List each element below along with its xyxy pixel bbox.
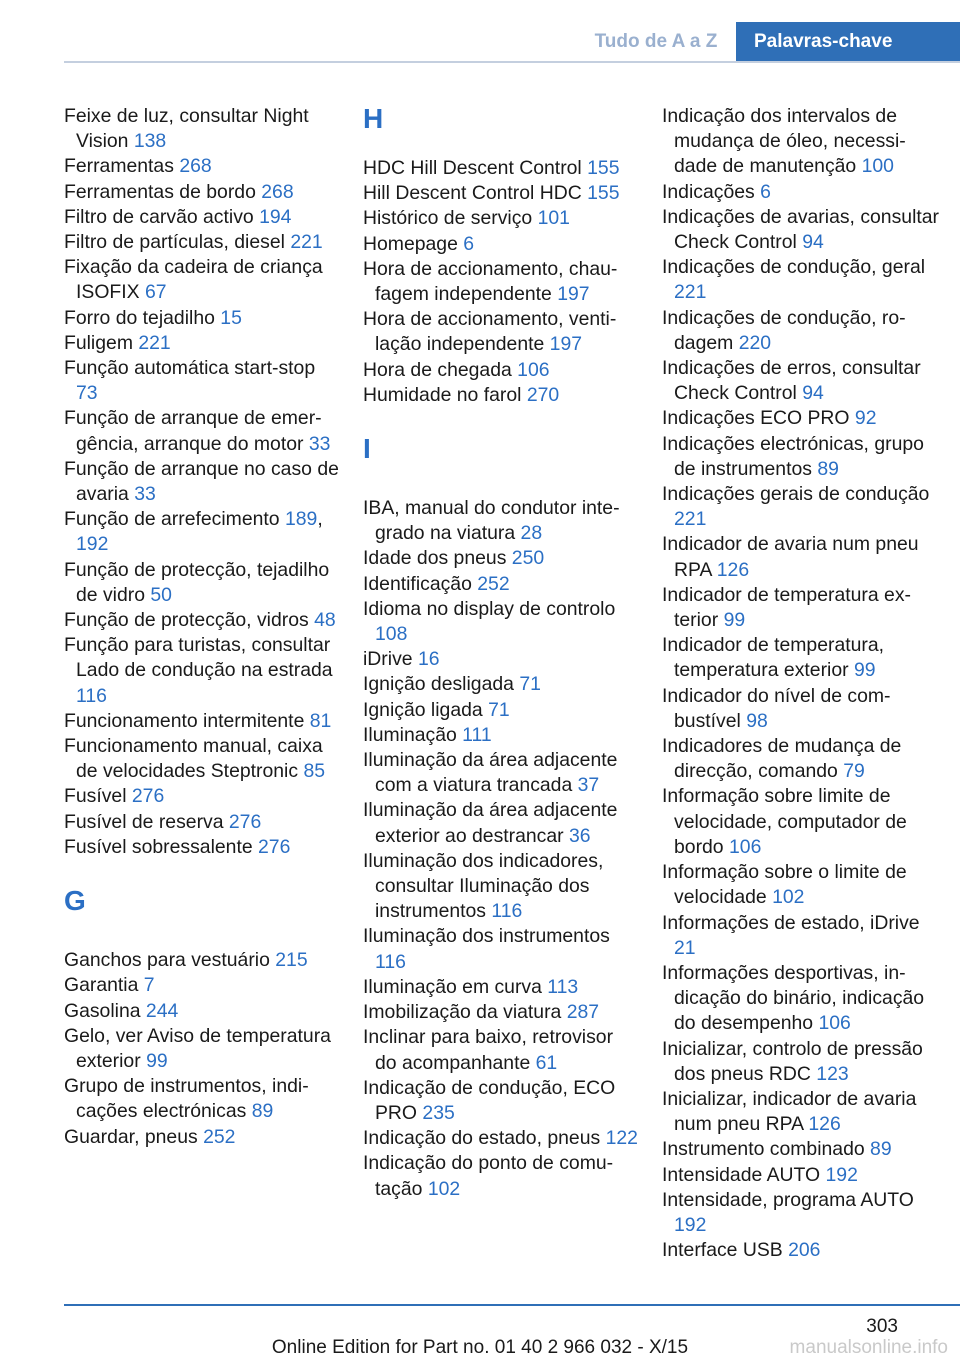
index-entry: [64, 154, 339, 179]
index-term: Instrumento combinado: [662, 1138, 865, 1161]
index-term: Indicação de condução, ECO PRO: [363, 1076, 616, 1124]
index-term: Idioma no display de controlo: [363, 597, 616, 620]
page-reference-link[interactable]: 192: [76, 533, 109, 556]
page-reference-link[interactable]: 98: [746, 709, 768, 732]
page-reference-link[interactable]: 268: [179, 155, 212, 178]
index-term: Ignição ligada: [363, 698, 483, 721]
index-term: Humidade no farol: [363, 383, 522, 406]
index-entry: [662, 482, 942, 532]
index-entry: [363, 206, 638, 231]
index-term: Indicação dos intervalos de mudança de óleo, necessidade de manutenção: [662, 105, 906, 178]
index-entry: [363, 383, 638, 408]
index-term: Gelo, ver Aviso de temperatura exterior: [64, 1024, 331, 1072]
page-reference-link[interactable]: 276: [258, 835, 291, 858]
page-reference-link[interactable]: 221: [290, 231, 323, 254]
index-term: Hora de accionamento, chaufagem independente: [363, 257, 618, 306]
page-reference-link[interactable]: 116: [76, 684, 107, 707]
index-term: Função de protecção, tejadilho de vidro: [64, 558, 330, 606]
index-term: Interface USB: [662, 1239, 783, 1262]
page-reference-link[interactable]: 192: [674, 1213, 707, 1236]
index-term: Função automática start-stop: [64, 357, 316, 380]
index-term: Ferramentas de bordo: [64, 180, 256, 203]
index-term: Função de arrefecimento: [64, 508, 280, 531]
index-entry: [363, 496, 638, 546]
page-reference-link[interactable]: 50: [150, 583, 172, 606]
page-header: [0, 0, 960, 64]
index-entry: [64, 948, 339, 973]
index-term: Informações de estado, iDrive: [662, 911, 920, 934]
index-term: Fusível sobressalente: [64, 835, 253, 858]
page-reference-link[interactable]: 194: [259, 205, 292, 228]
index-term: Intensidade AUTO: [662, 1163, 821, 1186]
index-entry: [662, 734, 942, 784]
index-term: Homepage: [363, 232, 458, 255]
index-entry: [363, 232, 638, 257]
index-entry: [363, 698, 638, 723]
page-reference-link[interactable]: 287: [566, 1001, 600, 1024]
page-reference-link[interactable]: 276: [131, 785, 165, 808]
index-term: Função para turistas, consultar Lado de condução na estrada: [64, 634, 333, 682]
edition-note: Online Edition for Part no. 01 40 2 966 032 - X/15: [271, 1337, 689, 1358]
page-reference-link[interactable]: 116: [491, 900, 523, 923]
index-entry: [64, 734, 339, 784]
index-entry: [64, 306, 339, 331]
index-entry: [363, 672, 638, 697]
index-term: Indicador de temperatura exterior: [662, 583, 911, 632]
index-term: Iluminação da área adjacente exterior ao destrancar: [363, 799, 618, 847]
index-term: Indicações gerais de condução: [662, 483, 930, 506]
index-entry: [64, 1074, 339, 1124]
index-term: Guardar, pneus: [64, 1125, 198, 1148]
index-term: Indicações: [662, 180, 755, 203]
page-reference-link[interactable]: 116: [375, 950, 406, 973]
page-reference-link[interactable]: 221: [674, 508, 707, 531]
index-entry: [64, 230, 339, 255]
index-term: Identificação: [363, 572, 472, 595]
page-reference-link[interactable]: 155: [587, 182, 620, 205]
index-entry: [363, 1000, 638, 1025]
index-term: Forro do tejadilho: [64, 306, 215, 329]
index-entry: [64, 608, 339, 633]
index-column-3: [662, 104, 942, 1263]
index-term: Indicações de condução, geral: [662, 256, 926, 279]
page-reference-link[interactable]: 89: [817, 457, 839, 480]
index-term: Indicadores de mudança de direcção, comando: [662, 735, 902, 783]
index-term: Iluminação da área adjacente com a viatura trancada: [363, 749, 618, 797]
index-term: Informações desportivas, indicação do binário, indicação do desempenho: [662, 961, 925, 1035]
index-entry: [662, 684, 942, 734]
page-reference-link[interactable]: 250: [511, 547, 545, 570]
index-entry: [662, 1238, 942, 1263]
index-entry: [64, 406, 339, 456]
page-reference-link[interactable]: 67: [144, 281, 167, 304]
index-entry: [363, 1076, 638, 1126]
index-term: Gasolina: [64, 999, 141, 1022]
page-reference-link[interactable]: 33: [134, 483, 156, 506]
index-entry: [662, 784, 942, 860]
index-entry: [363, 572, 638, 597]
page-reference-link[interactable]: 252: [477, 572, 510, 595]
page-reference-link[interactable]: 113: [547, 975, 579, 998]
index-term: Filtro de carvão activo: [64, 205, 254, 228]
page-reference-link[interactable]: 102: [427, 1177, 461, 1200]
index-entry: [662, 1037, 942, 1087]
index-term: Idade dos pneus: [363, 547, 507, 570]
index-section-letter: H: [363, 103, 384, 134]
page-reference-link[interactable]: 99: [723, 609, 746, 632]
index-column-1: [64, 104, 339, 1150]
index-term: Indicador de avaria num pneu RPA: [662, 533, 919, 581]
index-term: Garantia: [64, 974, 139, 997]
index-entry: [662, 1188, 942, 1238]
index-term: Funcionamento manual, caixa de velocidades Steptronic: [64, 735, 323, 783]
index-entry: [363, 748, 638, 798]
index-entry: [662, 432, 942, 482]
index-entry: [363, 1025, 638, 1075]
index-entry: [662, 306, 942, 356]
page-reference-link[interactable]: 276: [228, 810, 262, 833]
index-entry: [64, 558, 339, 608]
page-reference-link[interactable]: 6: [760, 180, 771, 203]
index-term: Imobilização da viatura: [363, 1001, 562, 1024]
page-reference-link[interactable]: 268: [261, 180, 294, 203]
index-entry: [64, 810, 339, 835]
page-reference-link[interactable]: 16: [417, 648, 440, 671]
index-term: Feixe de luz, consultar Night Vision: [64, 105, 309, 153]
index-entry: [363, 975, 638, 1000]
index-entry: [363, 257, 638, 307]
page-reference-link[interactable]: 81: [309, 709, 332, 732]
index-entry: [662, 180, 942, 205]
index-term: Informação sobre o limite de velocidade: [662, 861, 907, 909]
index-term: Ferramentas: [64, 155, 174, 178]
page-reference-link[interactable]: 94: [802, 231, 824, 254]
index-term: Iluminação dos indicadores, consultar Iluminação dos instrumentos: [363, 849, 604, 923]
index-entry: [662, 356, 942, 406]
index-term: Fusível de reserva: [64, 810, 224, 833]
index-entry: [363, 647, 638, 672]
index-entry: [363, 1126, 638, 1151]
index-term: Fixação da cadeira de criança ISOFIX: [64, 256, 323, 304]
index-term: IBA, manual do condutor integrado na viatura: [363, 497, 620, 545]
index-term: Inicializar, controlo de pressão dos pneus RDC: [662, 1037, 923, 1085]
page-reference-link[interactable]: 36: [569, 824, 591, 847]
index-entry: [662, 255, 942, 305]
index-entry: [64, 784, 339, 809]
index-entry: [662, 205, 942, 255]
page-reference-link[interactable]: 28: [520, 522, 543, 545]
page-reference-link[interactable]: 99: [146, 1049, 168, 1072]
index-term: Indicador do nível de combustível: [662, 684, 891, 732]
page-reference-link[interactable]: 71: [519, 673, 541, 696]
page-reference-link[interactable]: 215: [275, 949, 308, 972]
page-reference-link[interactable]: 21: [674, 936, 696, 959]
index-term: Inclinar para baixo, retrovisor do acompanhante: [363, 1026, 614, 1074]
index-entry: [363, 358, 638, 383]
index-term: Hora de chegada: [363, 358, 512, 381]
page-reference-link[interactable]: 33: [308, 432, 331, 455]
index-entry: [363, 798, 638, 848]
page-reference-link[interactable]: 235: [422, 1101, 455, 1124]
index-entry: [64, 1125, 339, 1150]
index-term: Filtro de partículas, diesel: [64, 231, 285, 254]
index-entry: [662, 860, 942, 910]
page-reference-link[interactable]: 244: [145, 999, 179, 1022]
page-reference-link[interactable]: 252: [203, 1125, 236, 1148]
index-term: Hora de accionamento, ventilação independente: [363, 308, 617, 356]
index-entry: [64, 255, 339, 305]
index-entry: [64, 331, 339, 356]
index-entry: Função de arrefecimento 189, 192: [64, 508, 323, 556]
index-entry: [64, 709, 339, 734]
index-entry: [64, 205, 339, 230]
page-reference-link[interactable]: 108: [375, 623, 408, 646]
page-reference-link[interactable]: 94: [802, 382, 824, 405]
index-term: Função de protecção, vidros: [64, 609, 309, 632]
index-entry: [363, 307, 638, 357]
page-reference-link[interactable]: 61: [535, 1051, 558, 1074]
page-number: 303: [866, 1316, 898, 1337]
index-entry: [363, 924, 638, 974]
index-entry: [662, 961, 942, 1037]
index-entry: [662, 1087, 942, 1137]
page-reference-link[interactable]: 206: [788, 1239, 821, 1262]
page-reference-link[interactable]: 100: [861, 155, 894, 178]
index-entry: [363, 1151, 638, 1201]
index-term: Ganchos para vestuário: [64, 949, 270, 972]
index-term: iDrive: [363, 648, 413, 671]
page-reference-link[interactable]: 155: [587, 157, 620, 179]
header-rule: [64, 61, 960, 63]
index-entry: [363, 597, 638, 647]
index-entry: [64, 180, 339, 205]
page-reference-link[interactable]: 270: [526, 383, 560, 406]
index-term: Função de arranque no caso de avaria: [64, 457, 339, 506]
page-reference-link[interactable]: 106: [818, 1012, 851, 1035]
index-term: Iluminação: [363, 723, 457, 746]
index-term: Fuligem: [64, 331, 133, 354]
page-reference-link[interactable]: 197: [549, 333, 583, 356]
page-reference-link[interactable]: 220: [738, 331, 772, 354]
index-term: Grupo de instrumentos, indicações electrónicas: [64, 1075, 309, 1123]
page-reference-link[interactable]: 126: [808, 1113, 841, 1136]
index-term: Hill Descent Control HDC: [363, 182, 582, 205]
index-entry: [64, 356, 339, 406]
page-reference-link[interactable]: 99: [853, 659, 876, 682]
index-entry: [662, 1137, 942, 1162]
page-reference-link[interactable]: 6: [463, 232, 475, 255]
index-section-letter: I: [363, 433, 371, 465]
index-term: Indicações ECO PRO: [662, 407, 850, 430]
index-entry: [64, 457, 339, 507]
index-entry: [662, 104, 942, 180]
index-term: Histórico de serviço: [363, 207, 533, 230]
header-section-label: Tudo de A a Z: [594, 31, 718, 52]
page-reference-link[interactable]: 102: [772, 886, 805, 909]
page-reference-link[interactable]: 79: [843, 760, 865, 783]
index-entry: [363, 181, 638, 206]
index-entry: [662, 532, 942, 582]
index-entry: [363, 156, 638, 181]
index-term: Indicador de temperatura, temperatura exterior: [662, 634, 885, 682]
index-entry: [363, 546, 638, 571]
page-reference-link[interactable]: 221: [674, 281, 707, 304]
page-reference-link[interactable]: 101: [537, 207, 570, 230]
index-term: Indicações de erros, consultar Check Control: [662, 357, 921, 405]
header-section-tab: Palavras-chave: [736, 22, 960, 62]
index-term: Indicação do ponto de comutação: [363, 1152, 614, 1200]
page-reference-link[interactable]: 73: [76, 382, 98, 405]
index-term: Indicações de avarias, consultar Check Control: [662, 205, 940, 254]
index-entry: [363, 723, 638, 748]
index-term: Iluminação em curva: [363, 975, 542, 998]
index-term: Fusível: [64, 785, 127, 808]
page-reference-link[interactable]: 7: [143, 974, 155, 997]
page-reference-link[interactable]: 89: [251, 1100, 274, 1123]
page-reference-link[interactable]: 111: [462, 723, 492, 746]
page-reference-link[interactable]: 92: [854, 407, 877, 430]
index-entry: [662, 1163, 942, 1188]
index-term: Iluminação dos instrumentos: [363, 925, 610, 948]
index-term: Inicializar, indicador de avaria num pneu RPA: [662, 1087, 917, 1136]
index-term: Intensidade, programa AUTO: [662, 1188, 914, 1211]
watermark: manualsonline.info: [789, 1337, 948, 1358]
index-term: Indicação do estado, pneus: [363, 1127, 601, 1150]
index-term: Informação sobre limite de velocidade, computador de bordo: [662, 785, 907, 858]
index-entry: [64, 835, 339, 860]
page-reference-link[interactable]: 85: [303, 760, 326, 783]
index-entry: [64, 1024, 339, 1074]
page-reference-link[interactable]: 197: [557, 283, 590, 306]
page-reference-link[interactable]: 37: [577, 774, 600, 797]
page-reference-link[interactable]: 221: [138, 331, 171, 354]
page-reference-link[interactable]: 48: [314, 609, 336, 632]
footer-rule: [64, 1304, 960, 1306]
page-reference-link[interactable]: 138: [133, 130, 167, 153]
index-entry: [662, 406, 942, 431]
index-entry: [64, 104, 339, 154]
page-reference-link[interactable]: 122: [605, 1127, 638, 1150]
page-reference-link[interactable]: 126: [716, 558, 750, 581]
index-entry: [662, 583, 942, 633]
page-reference-link[interactable]: 106: [517, 358, 550, 381]
page-reference-link[interactable]: 15: [220, 306, 242, 329]
index-term: Função de arranque de emergência, arranque do motor: [64, 407, 322, 455]
index-entry: [64, 633, 339, 709]
index-term: Ignição desligada: [363, 673, 514, 696]
index-term: Indicações electrónicas, grupo de instrumentos: [662, 432, 924, 480]
index-entry: [64, 973, 339, 998]
index-entry: [64, 999, 339, 1024]
index-term: HDC Hill Descent Control: [363, 157, 582, 179]
index-term: Funcionamento intermitente: [64, 709, 305, 732]
index-entry: [363, 849, 638, 925]
index-entry: [662, 911, 942, 961]
index-entry: [662, 633, 942, 683]
index-term: Indicações de condução, rodagem: [662, 306, 906, 354]
page-reference-link[interactable]: 71: [488, 698, 510, 721]
page-reference-link[interactable]: 106: [729, 835, 762, 858]
index-column-2: [363, 104, 638, 1202]
page-reference-link[interactable]: 192: [825, 1163, 858, 1186]
page-reference-link[interactable]: 123: [816, 1062, 849, 1085]
index-section-letter: G: [64, 885, 86, 917]
page-reference-link[interactable]: 89: [870, 1138, 892, 1161]
page-reference-link[interactable]: 189: [284, 508, 318, 531]
